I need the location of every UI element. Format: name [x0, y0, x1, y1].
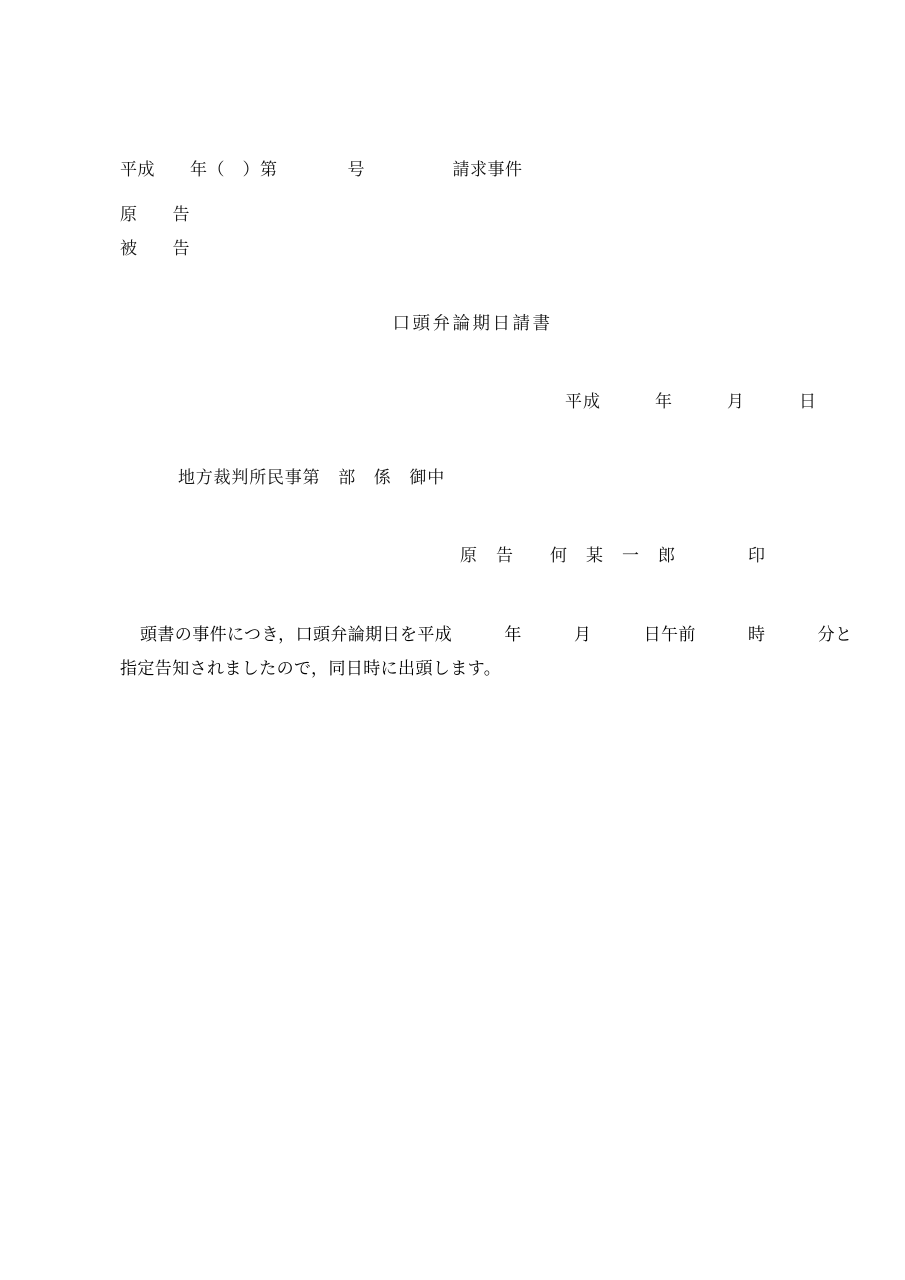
defendant-label: 被 告 — [120, 239, 190, 258]
body-text — [120, 618, 853, 686]
addressee-line: 地方裁判所民事第 部 係 御中 — [178, 468, 445, 487]
plaintiff-label: 原 告 — [120, 205, 190, 224]
document-date: 平成 年 月 日 — [565, 392, 817, 411]
document-title: 口頭弁論期日請書 — [392, 313, 553, 333]
body-line: 指定告知されましたので，同日時に出頭します。 — [120, 659, 502, 678]
body-line: 頭書の事件につき，口頭弁論期日を平成 年 月 日午前 時 分と — [140, 625, 853, 644]
case-number-line: 平成 年（ ）第 号 請求事件 — [120, 160, 523, 179]
signer-line: 原 告 何 某 一 郎 印 — [460, 546, 766, 565]
